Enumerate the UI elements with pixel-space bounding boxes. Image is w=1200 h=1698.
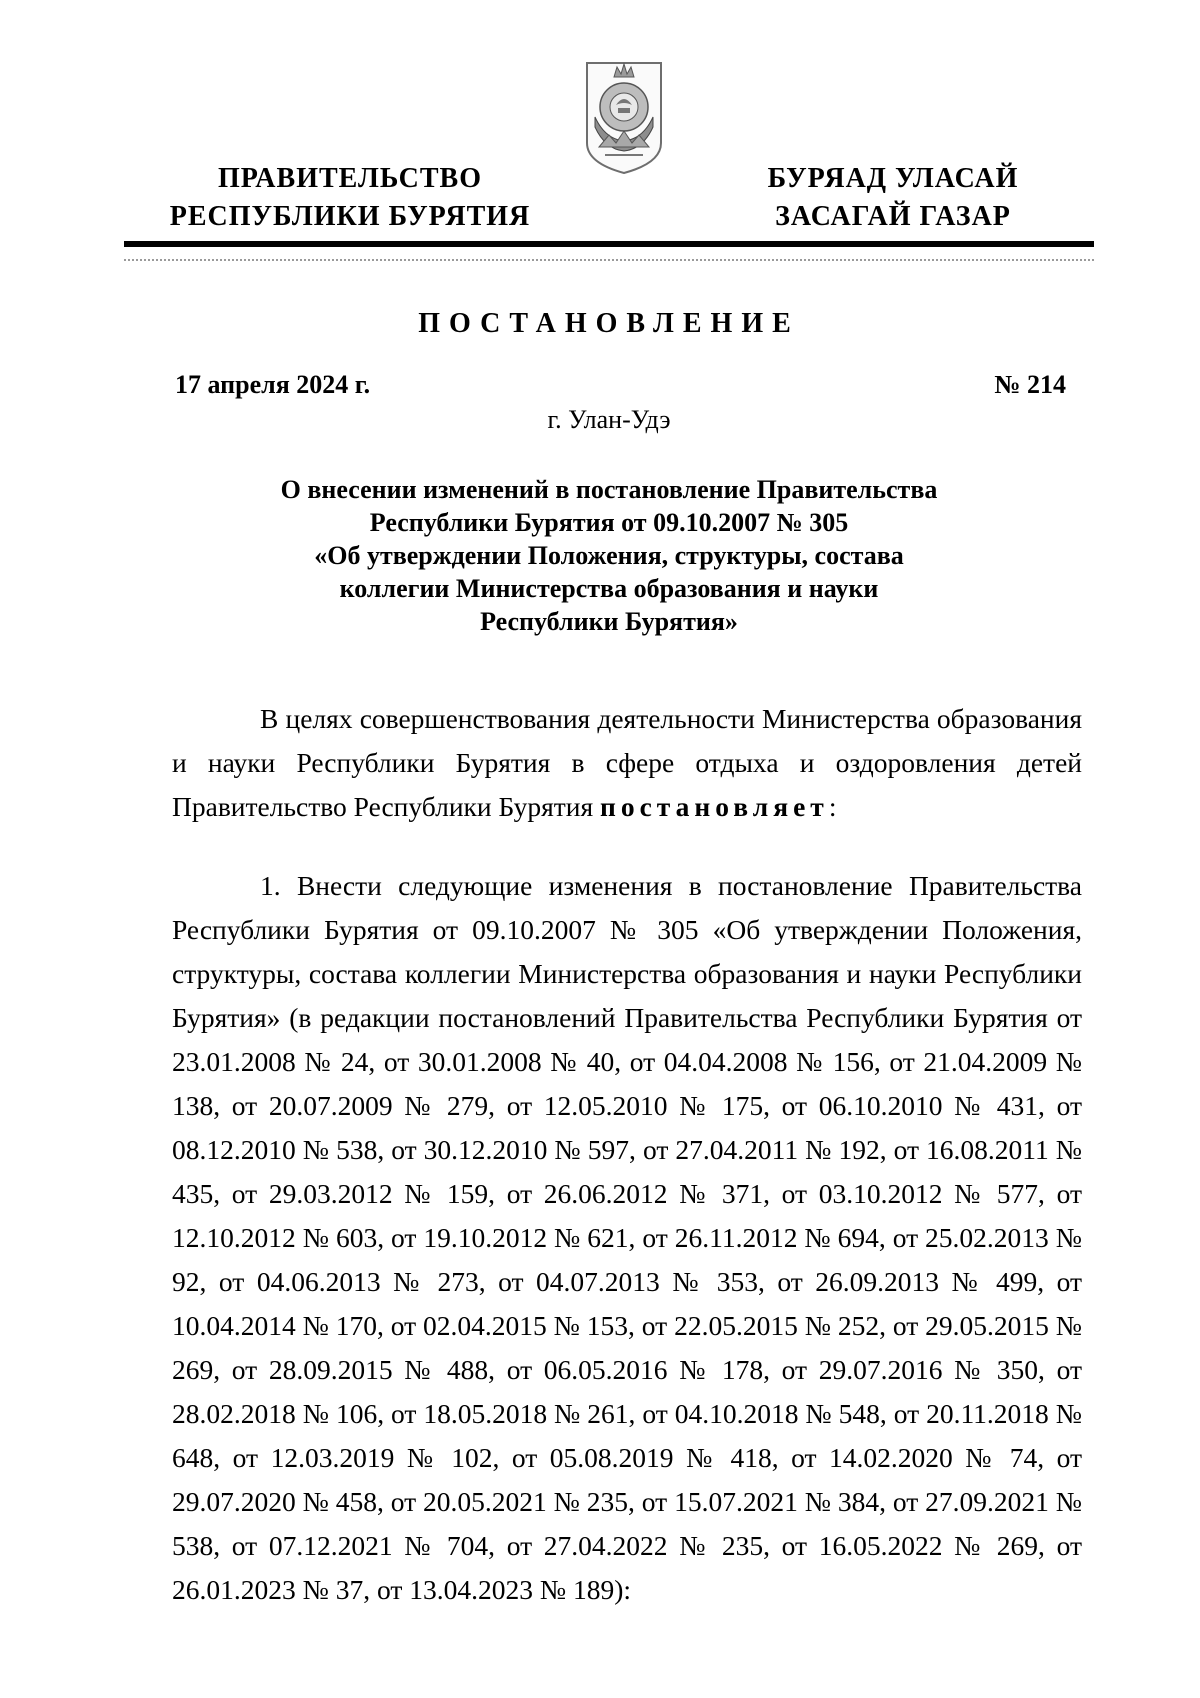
title-line: Республики Бурятия»	[480, 607, 738, 636]
coat-of-arms-icon	[583, 55, 665, 177]
header-right-line-1: БУРЯАД УЛАСАЙ	[767, 163, 1019, 194]
government-name-russian	[150, 160, 550, 236]
item-1-paragraph	[172, 864, 1082, 1612]
title-line: «Об утверждении Положения, структуры, состава	[314, 541, 904, 570]
item-1-text: 1. Внести следующие изменения в постановление Правительства Республики Бурятия от 09.10.2007 № 305 «Об утверждении Положения, структуры, состава коллегии Министерства образования и науки Республики Бурятия» (в редакции постановлений Правительства Республики Бурятия от 23.01.2008 № 24, от 30.01.2008 № 40, от 04.04.2008 № 156, от 21.04.2009 № 138, от 20.07.2009 № 279, от 12.05.2010 № 175, от 06.10.2010 № 431, от 08.12.2010 № 538, от 30.12.2010 № 597, от 27.04.2011 № 192, от 16.08.2011 № 435, от 29.03.2012 № 159, от 26.06.2012 № 371, от 03.10.2012 № 577, от 12.10.2012 № 603, от 19.10.2012 № 621, от 26.11.2012 № 694, от 25.02.2013 № 92, от 04.06.2013 № 273, от 04.07.2013 № 353, от 26.09.2013 № 499, от 10.04.2014 № 170, от 02.04.2015 № 153, от 22.05.2015 № 252, от 29.05.2015 № 269, от 28.09.2015 № 488, от 06.05.2016 № 178, от 29.07.2016 № 350, от 28.02.2018 № 106, от 18.05.2018 № 261, от 04.10.2018 № 548, от 20.11.2018 № 648, от 12.03.2019 № 102, от 05.08.2019 № 418, от 14.02.2020 № 74, от 29.07.2020 № 458, от 20.05.2021 № 235, от 15.07.2021 № 384, от 27.09.2021 № 538, от 07.12.2021 № 704, от 27.04.2022 № 235, от 16.05.2022 № 269, от 26.01.2023 № 37, от 13.04.2023 № 189):	[172, 870, 1082, 1605]
preamble-ending: :	[828, 791, 837, 822]
header-right-line-2: ЗАСАГАЙ ГАЗАР	[775, 201, 1011, 232]
preamble-text-wrap	[172, 697, 1082, 829]
document-city: г. Улан-Удэ	[547, 405, 671, 434]
document-date: 17 апреля 2024 г.	[175, 370, 371, 399]
title-line: Республики Бурятия от 09.10.2007 № 305	[369, 508, 849, 537]
document-type: ПОСТАНОВЛЕНИЕ	[418, 308, 800, 339]
preamble-text: В целях совершенствования деятельности Министерства образования и науки Республики Бурятия в сфере отдыха и оздоровления детей Правительство Республики Бурятия	[172, 703, 1082, 822]
title-line: О внесении изменений в постановление Правительства	[280, 475, 938, 504]
header-rule-thick	[124, 241, 1094, 247]
header-left-line-2: РЕСПУБЛИКИ БУРЯТИЯ	[169, 201, 531, 232]
document-number: № 214	[994, 370, 1066, 399]
document-title	[124, 473, 1094, 638]
preamble-paragraph	[172, 697, 1082, 829]
header-left-line-1: ПРАВИТЕЛЬСТВО	[218, 163, 482, 194]
preamble-emphasis: постановляет	[600, 791, 829, 822]
title-line: коллегии Министерства образования и науки	[339, 574, 879, 603]
government-name-buryat	[728, 160, 1058, 236]
header-rule-thin	[124, 259, 1094, 261]
